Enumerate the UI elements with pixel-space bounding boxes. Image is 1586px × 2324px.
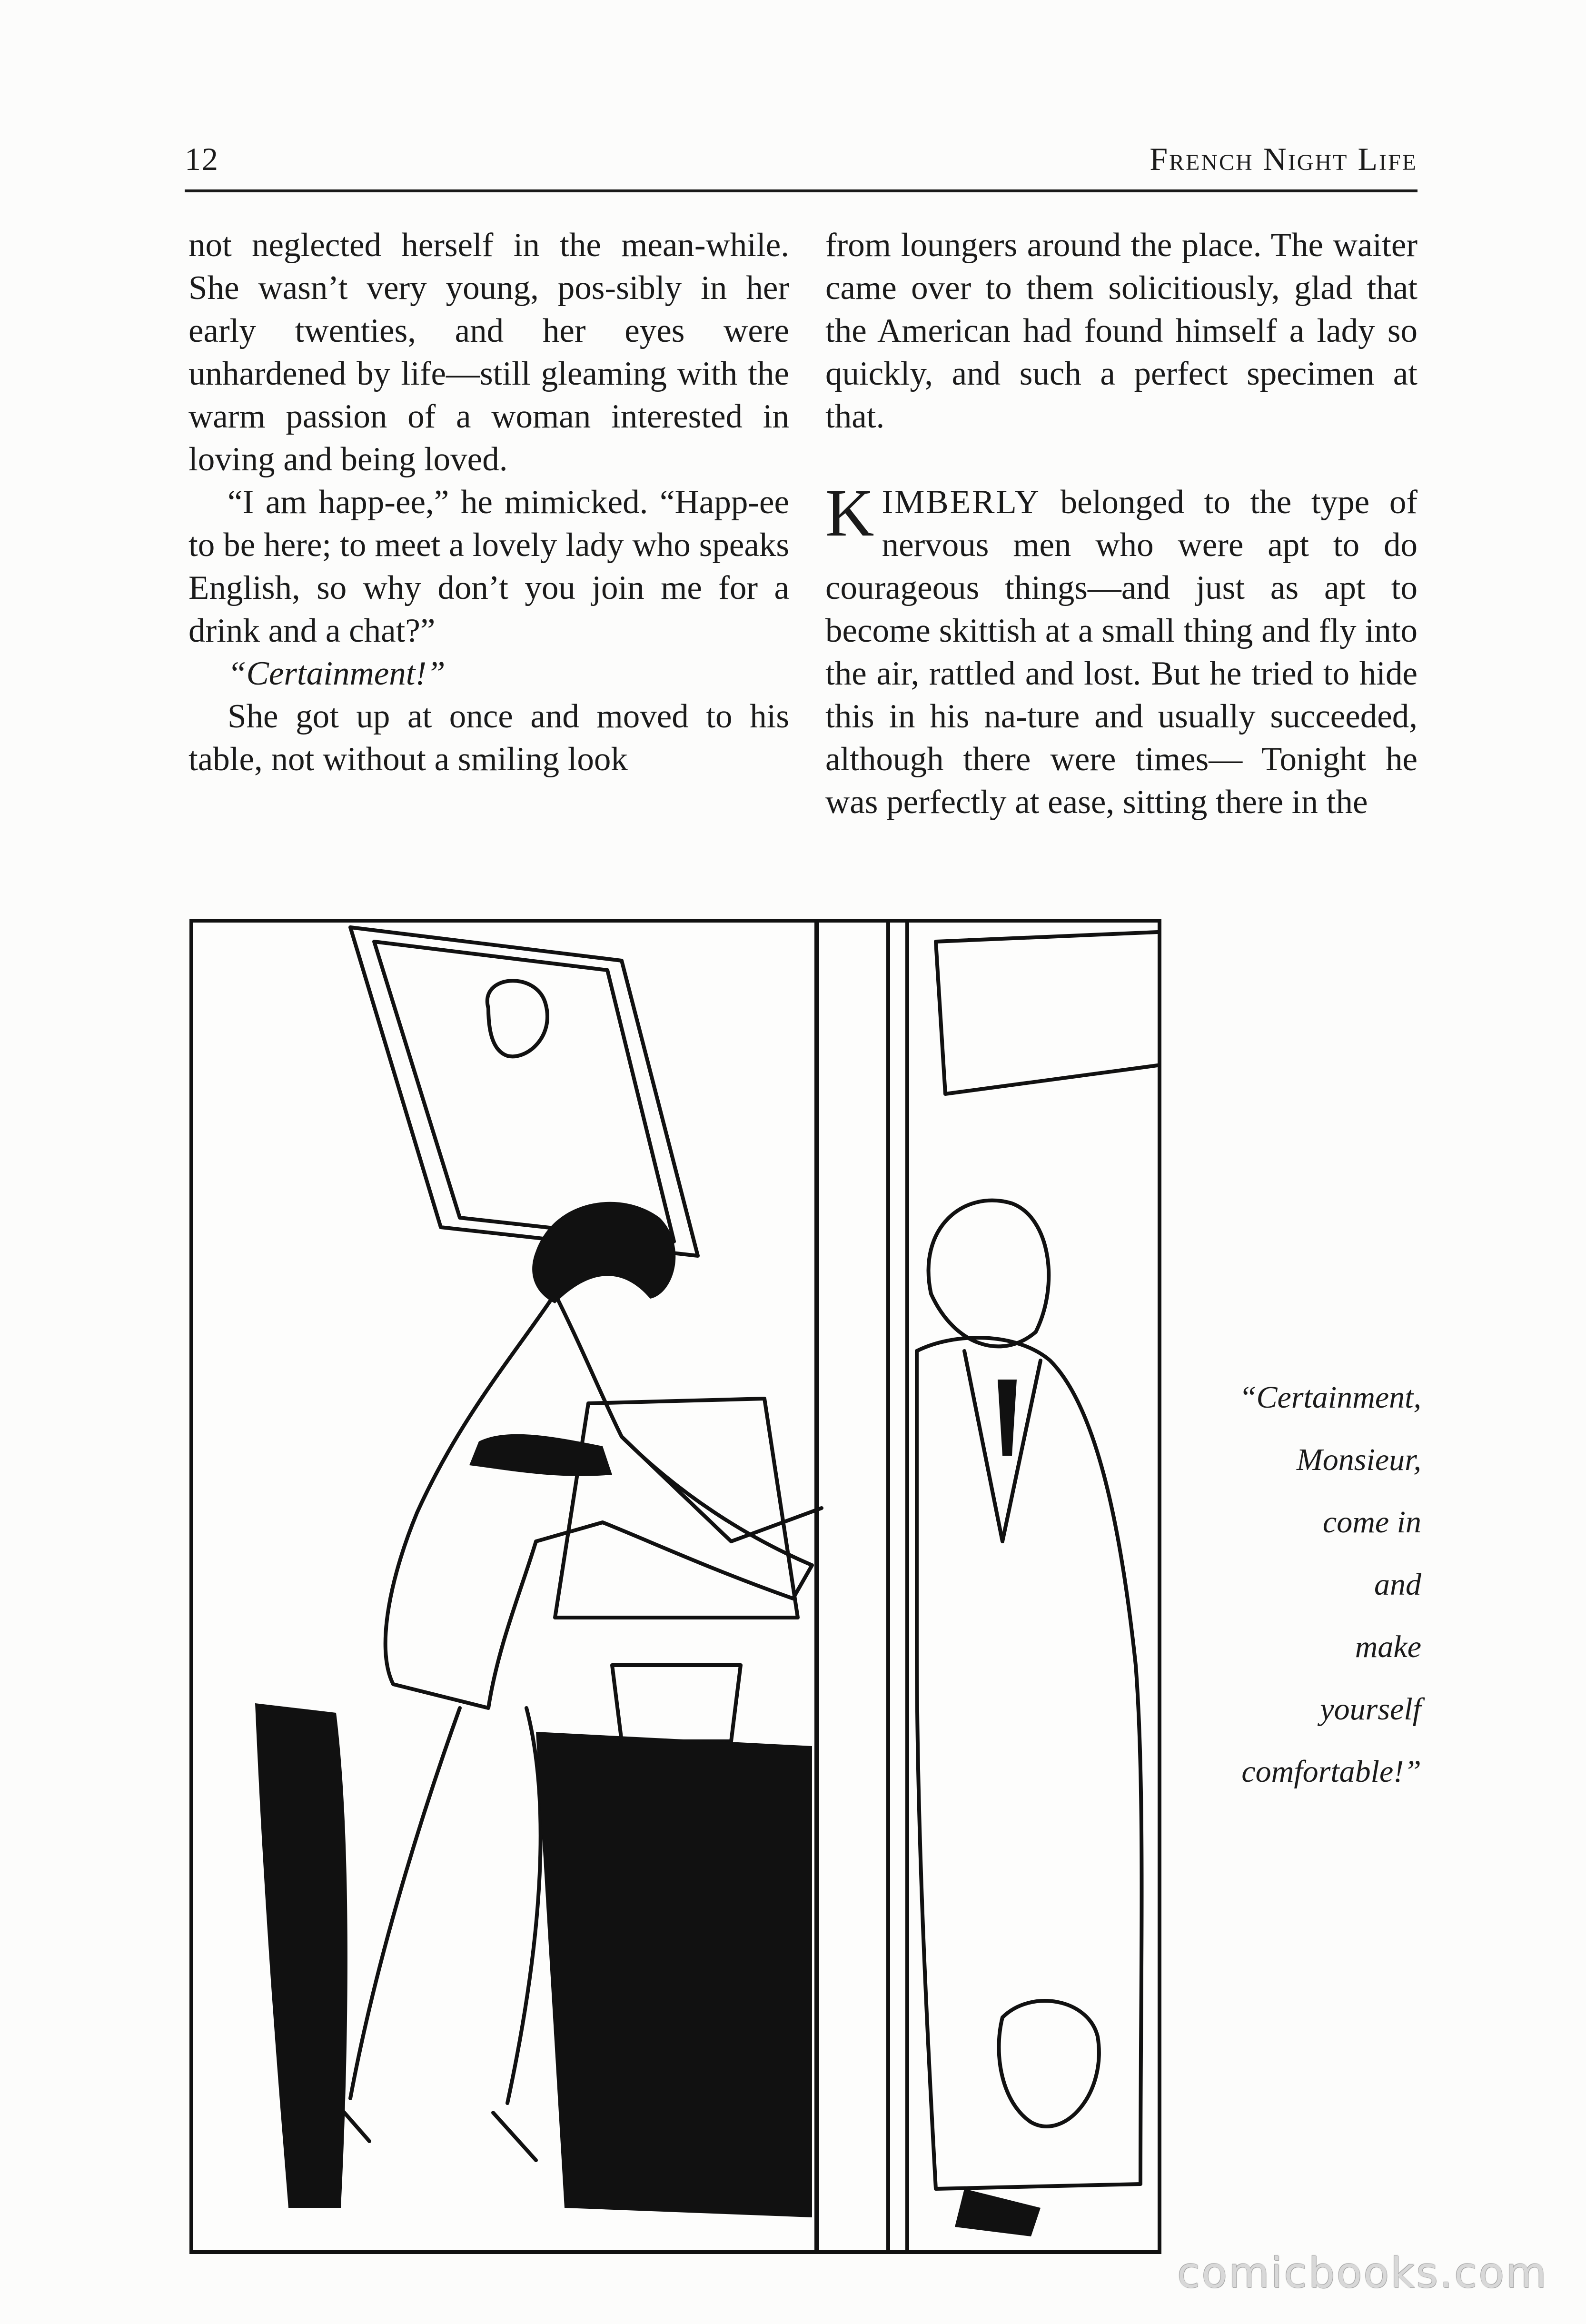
woman-figure <box>386 1294 812 1708</box>
left-column <box>188 224 789 781</box>
illustration-caption <box>1183 1366 1421 1803</box>
man-hat <box>999 2001 1099 2126</box>
right-column <box>825 224 1417 824</box>
header-rule <box>185 189 1417 192</box>
caption-line: come in <box>1322 1505 1421 1539</box>
paragraph <box>825 475 1417 824</box>
caption-line: make <box>1355 1629 1421 1664</box>
man-shoe <box>955 2189 1041 2236</box>
illustration-drawing <box>193 923 1158 2250</box>
paragraph: She got up at once and moved to his table, not without a smiling look <box>188 698 789 778</box>
drop-cap: K <box>825 475 874 550</box>
man-head <box>929 1201 1049 1347</box>
watermark: comicbooks.com <box>1177 2248 1548 2297</box>
woman-legs <box>350 1708 541 2103</box>
picture-frame <box>350 927 698 1256</box>
lamp-shade <box>555 1399 798 1618</box>
lamp-base <box>612 1665 741 1741</box>
chair <box>255 1703 347 2208</box>
small-caps-lead: IMBERLY <box>882 484 1041 521</box>
caption-line: “Certainment, <box>1239 1380 1421 1415</box>
window <box>936 932 1158 1094</box>
running-title: French Night Life <box>1150 141 1417 177</box>
woman-hair <box>532 1202 675 1303</box>
caption-line: yourself <box>1320 1692 1421 1727</box>
caption-line: comfortable!” <box>1241 1754 1421 1789</box>
woman-arm-raised <box>622 1437 822 1541</box>
man-tie <box>998 1380 1017 1456</box>
paragraph: “I am happ-ee,” he mimicked. “Happ-ee to be here; to meet a lovely lady who speaks English, so why don’t you join me for a drink and a chat?” <box>188 484 789 649</box>
woman-slip-trim <box>469 1434 612 1476</box>
page-number: 12 <box>185 141 219 177</box>
dresser <box>536 1732 812 2217</box>
section-break <box>825 438 1417 481</box>
woman-shoes <box>336 2103 536 2160</box>
paragraph: “Certainment!” <box>228 655 446 692</box>
caption-line: Monsieur, <box>1296 1442 1421 1477</box>
illustration <box>189 919 1161 2254</box>
paragraph: from loungers around the place. The waiter came over to them solicitiously, glad that the American had found himself a lady so quickly, and such a perfect specimen at that. <box>825 227 1417 435</box>
caption-line: and <box>1374 1567 1421 1602</box>
door-frame <box>888 923 907 2250</box>
man-figure <box>917 1338 1142 2189</box>
paragraph-text: belonged to the type of nervous men who were apt to do courageous things—and just as apt to become skittish at a small thing and fly into the air, rattled and lost. But he tried to hide this in his na-ture and usually succeeded, although there were times— Tonight he was perfectly at ease, sitting there in the <box>825 484 1417 821</box>
paragraph: not neglected herself in the mean-while. She wasn’t very young, pos-sibly in her early twenties, and her eyes were unhardened by life—still gleaming with the warm passion of a woman interested in loving and being loved. <box>188 227 789 478</box>
portrait-head <box>487 981 547 1056</box>
